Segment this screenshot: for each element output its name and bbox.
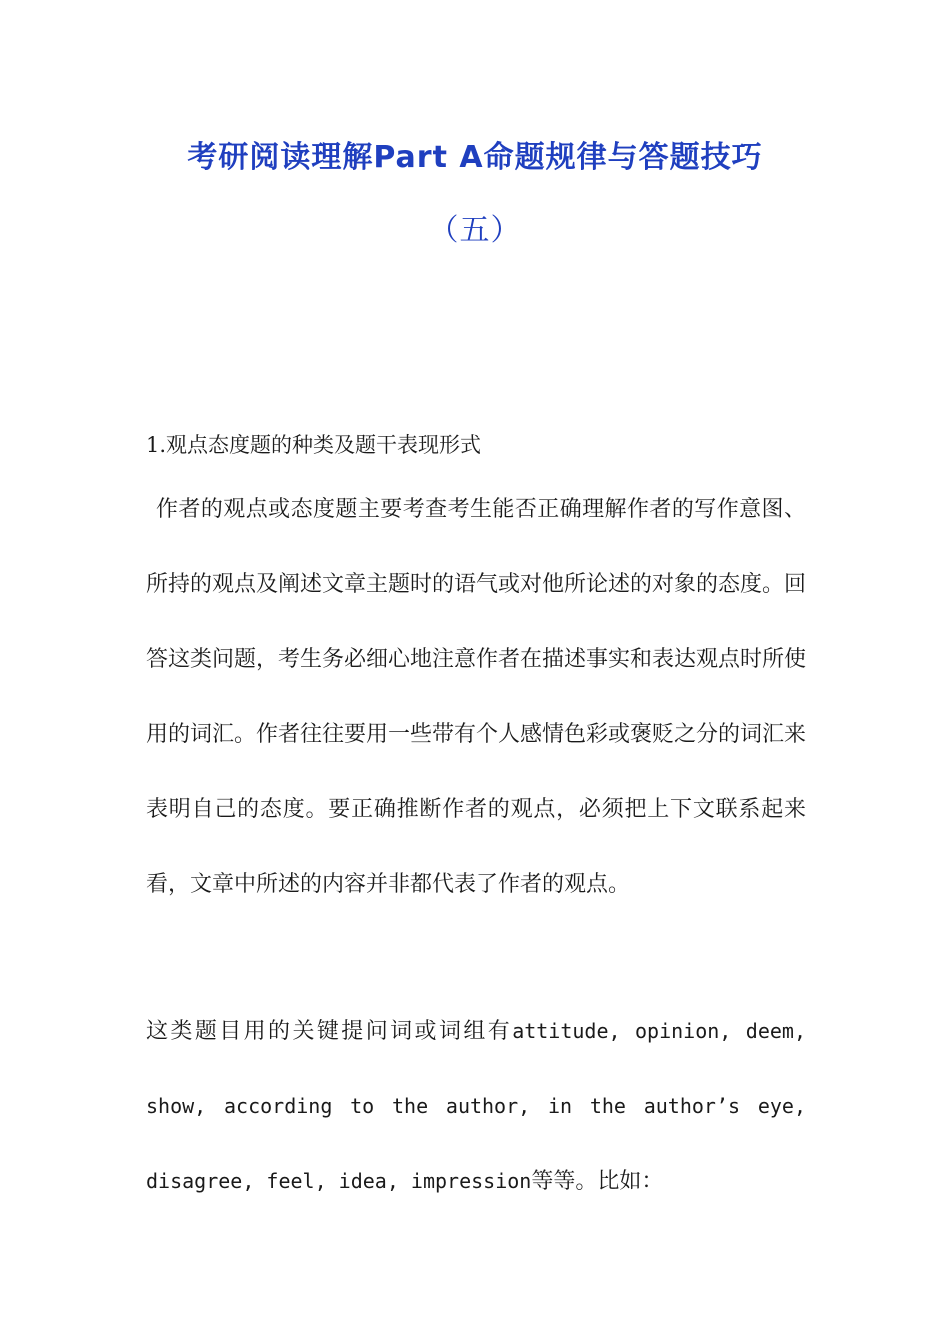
document-title-line1: 考研阅读理解Part A命题规律与答题技巧 — [187, 140, 763, 175]
paragraph-keywords-prefix: 这类题目用的关键提问词或词组有 — [146, 1019, 513, 1044]
paragraph-keywords-suffix: 等等。比如： — [531, 1169, 664, 1194]
document-title-line2: （五） — [428, 213, 522, 248]
paragraph-viewpoint-description: 作者的观点或态度题主要考查考生能否正确理解作者的写作意图、所持的观点及阐述文章主题时的语气或对他所论述的对象的态度。回答这类问题，考生务必细心地注意作者在描述事实和表达观点时所使用的词汇。作者往往要用一些带有个人感情色彩或褒贬之分的词汇来表明自己的态度。要正确推断作者的观点，必须把上下文联系起来看，文章中所述的内容并非都代表了作者的观点。 — [146, 497, 807, 897]
paragraph-keywords — [146, 994, 806, 1219]
keyword-list: attitude, opinion, deem, show, according to the author, in the author’s eye, disagree, feel, idea, impression — [146, 1019, 806, 1193]
section-heading: 1.观点态度题的种类及题干表现形式 — [146, 433, 482, 457]
